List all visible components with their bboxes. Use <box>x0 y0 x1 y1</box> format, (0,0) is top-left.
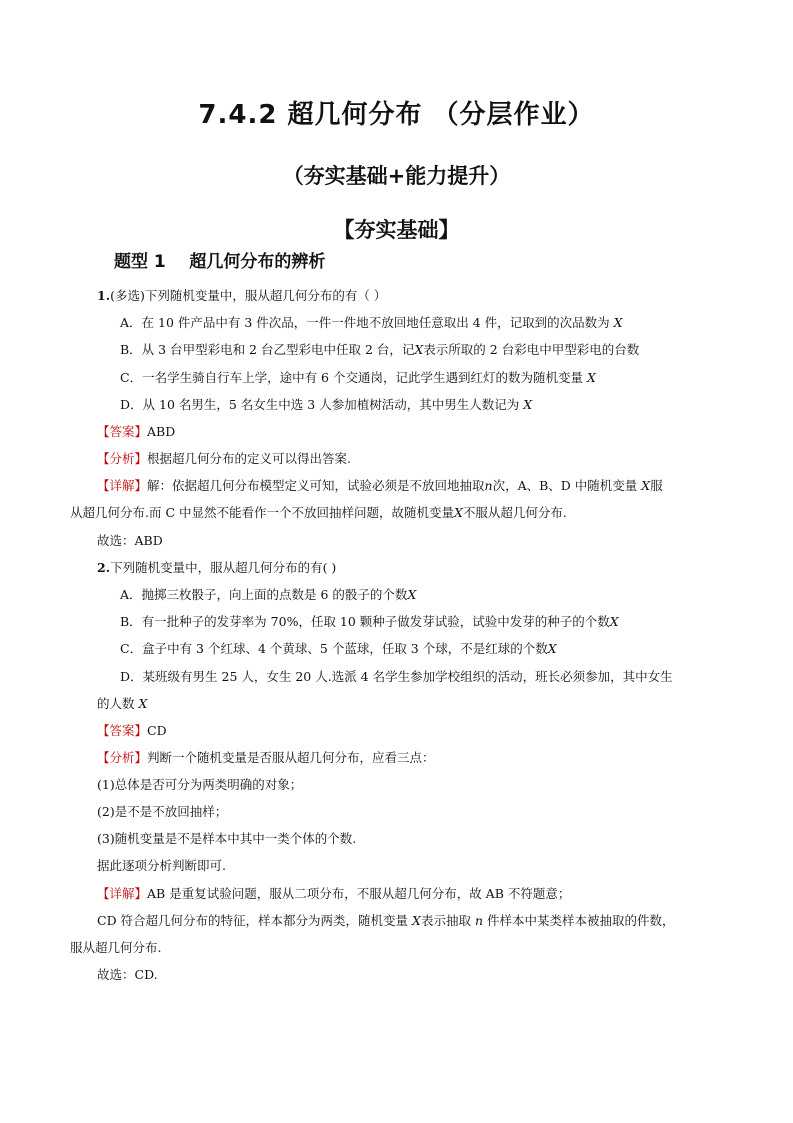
q2-option-a-text: A．抛掷三枚骰子，向上面的点数是 6 的骰子的个数 <box>120 587 408 602</box>
q1-answer <box>97 424 175 440</box>
variable-n: n <box>474 913 483 928</box>
q2-stem-text: 下列随机变量中，服从超几何分布的有( ) <box>110 560 337 575</box>
q2-detail-line-2 <box>97 913 674 929</box>
q2-point-3: (3)随机变量是不是样本中其中一类个体的个数. <box>97 831 357 846</box>
q2-point-1: (1)总体是否可分为两类明确的对象； <box>97 777 303 792</box>
detail-tag: 【详解】 <box>97 886 148 901</box>
variable-x: X <box>523 397 533 412</box>
q2-answer <box>97 723 167 739</box>
q2-option-d-line-2 <box>97 696 147 712</box>
q2-option-a <box>120 587 416 603</box>
detail-tag: 【详解】 <box>97 478 148 493</box>
variable-x: X <box>547 641 557 656</box>
q2-point-2: (2)是不是不放回抽样； <box>97 804 228 819</box>
analysis-tag: 【分析】 <box>97 750 148 765</box>
variable-x: X <box>641 478 651 493</box>
q1-option-a <box>120 315 623 331</box>
q1-answer-value: ABD <box>147 424 176 439</box>
q1-option-a-text: A．在 10 件产品中有 3 件次品，一件一件地不放回地任意取出 4 件，记取到的次品数为 <box>120 315 614 330</box>
variable-n: n <box>484 478 493 493</box>
q2-conclusion: 故选：CD. <box>97 967 158 982</box>
q2-option-b-text: B．有一批种子的发芽率为 70%，任取 10 颗种子做发芽试验，试验中发芽的种子的个数 <box>120 614 610 629</box>
question-type-heading: 题型 1 超几何分布的辨析 <box>114 252 326 272</box>
variable-x: X <box>412 913 421 928</box>
q2-number: 2. <box>97 560 111 575</box>
variable-x: X <box>586 370 596 385</box>
q2-stem <box>97 560 336 576</box>
q2-option-c <box>120 641 557 657</box>
answer-tag: 【答案】 <box>97 723 148 738</box>
variable-x: X <box>609 614 619 629</box>
q1-number: 1. <box>97 288 111 303</box>
variable-x: X <box>407 587 417 602</box>
q1-stem-text: (多选)下列随机变量中，服从超几何分布的有（ ） <box>110 288 387 303</box>
document-title: 7.4.2 超几何分布 （分层作业） <box>198 100 595 130</box>
analysis-tag: 【分析】 <box>97 451 148 466</box>
q2-detail-text-2a: CD 符合超几何分布的特征，样本都分为两类，随机变量 <box>97 913 413 928</box>
q1-option-c-text: C．一名学生骑自行车上学，途中有 6 个交通岗，记此学生遇到红灯的数为随机变量 <box>120 370 587 385</box>
q1-detail-text-1a: 解：依据超几何分布模型定义可知，试验必须是不放回地抽取 <box>147 478 485 493</box>
document-subtitle: （夯实基础+能力提升） <box>282 164 511 188</box>
section-heading: 【夯实基础】 <box>333 218 460 242</box>
q2-analysis-text: 判断一个随机变量是否服从超几何分布，应看三点： <box>147 750 435 765</box>
q1-analysis-text: 根据超几何分布的定义可以得出答案. <box>147 451 351 466</box>
q1-conclusion: 故选：ABD <box>97 533 163 548</box>
q1-detail-line-1 <box>97 478 663 494</box>
q2-detail-line-1 <box>97 886 570 902</box>
q1-option-d <box>120 397 532 413</box>
q1-detail-text-1b: 次，A、B、D 中随机变量 <box>492 478 642 493</box>
variable-x: X <box>414 342 424 357</box>
q2-detail-text-2c: 件样本中某类样本被抽取的件数， <box>483 913 675 928</box>
q2-option-b <box>120 614 619 630</box>
q2-detail-text-2b: 表示抽取 <box>420 913 475 928</box>
q1-detail-text-2a: 从超几何分布.而 C 中显然不能看作一个不放回抽样问题，故随机变量 <box>70 505 454 520</box>
q1-analysis <box>97 451 351 467</box>
q2-option-d-line-1: D．某班级有男生 25 人，女生 20 人.选派 4 名学生参加学校组织的活动，班长必须参加，其中女生 <box>120 669 673 684</box>
answer-tag: 【答案】 <box>97 424 148 439</box>
variable-x: X <box>613 315 623 330</box>
q2-answer-value: CD <box>147 723 167 738</box>
q1-stem <box>97 288 386 304</box>
q2-option-c-text: C．盒子中有 3 个红球、4 个黄球、5 个蓝球，任取 3 个球，不是红球的个数 <box>120 641 548 656</box>
q1-detail-text-1c: 服 <box>650 478 663 493</box>
q1-option-b-text-1: B．从 3 台甲型彩电和 2 台乙型彩电中任取 2 台，记 <box>120 342 415 357</box>
q1-detail-text-2b: 不服从超几何分布. <box>462 505 567 520</box>
q1-option-b-text-2: 表示所取的 2 台彩电中甲型彩电的台数 <box>423 342 640 357</box>
q2-point-4: 据此逐项分析判断即可. <box>97 858 226 873</box>
q1-option-d-text: D．从 10 名男生，5 名女生中选 3 人参加植树活动，其中男生人数记为 <box>120 397 524 412</box>
q1-detail-line-2 <box>70 505 567 521</box>
variable-x: X <box>454 505 463 520</box>
q2-detail-line-3: 服从超几何分布. <box>70 940 162 955</box>
q2-option-d-text-2: 的人数 <box>97 696 139 711</box>
variable-x: X <box>138 696 148 711</box>
q2-detail-text-1: AB 是重复试验问题，服从二项分布，不服从超几何分布，故 AB 不符题意； <box>147 886 571 901</box>
q1-option-b <box>120 342 639 358</box>
q2-analysis <box>97 750 435 766</box>
q1-option-c <box>120 370 596 386</box>
